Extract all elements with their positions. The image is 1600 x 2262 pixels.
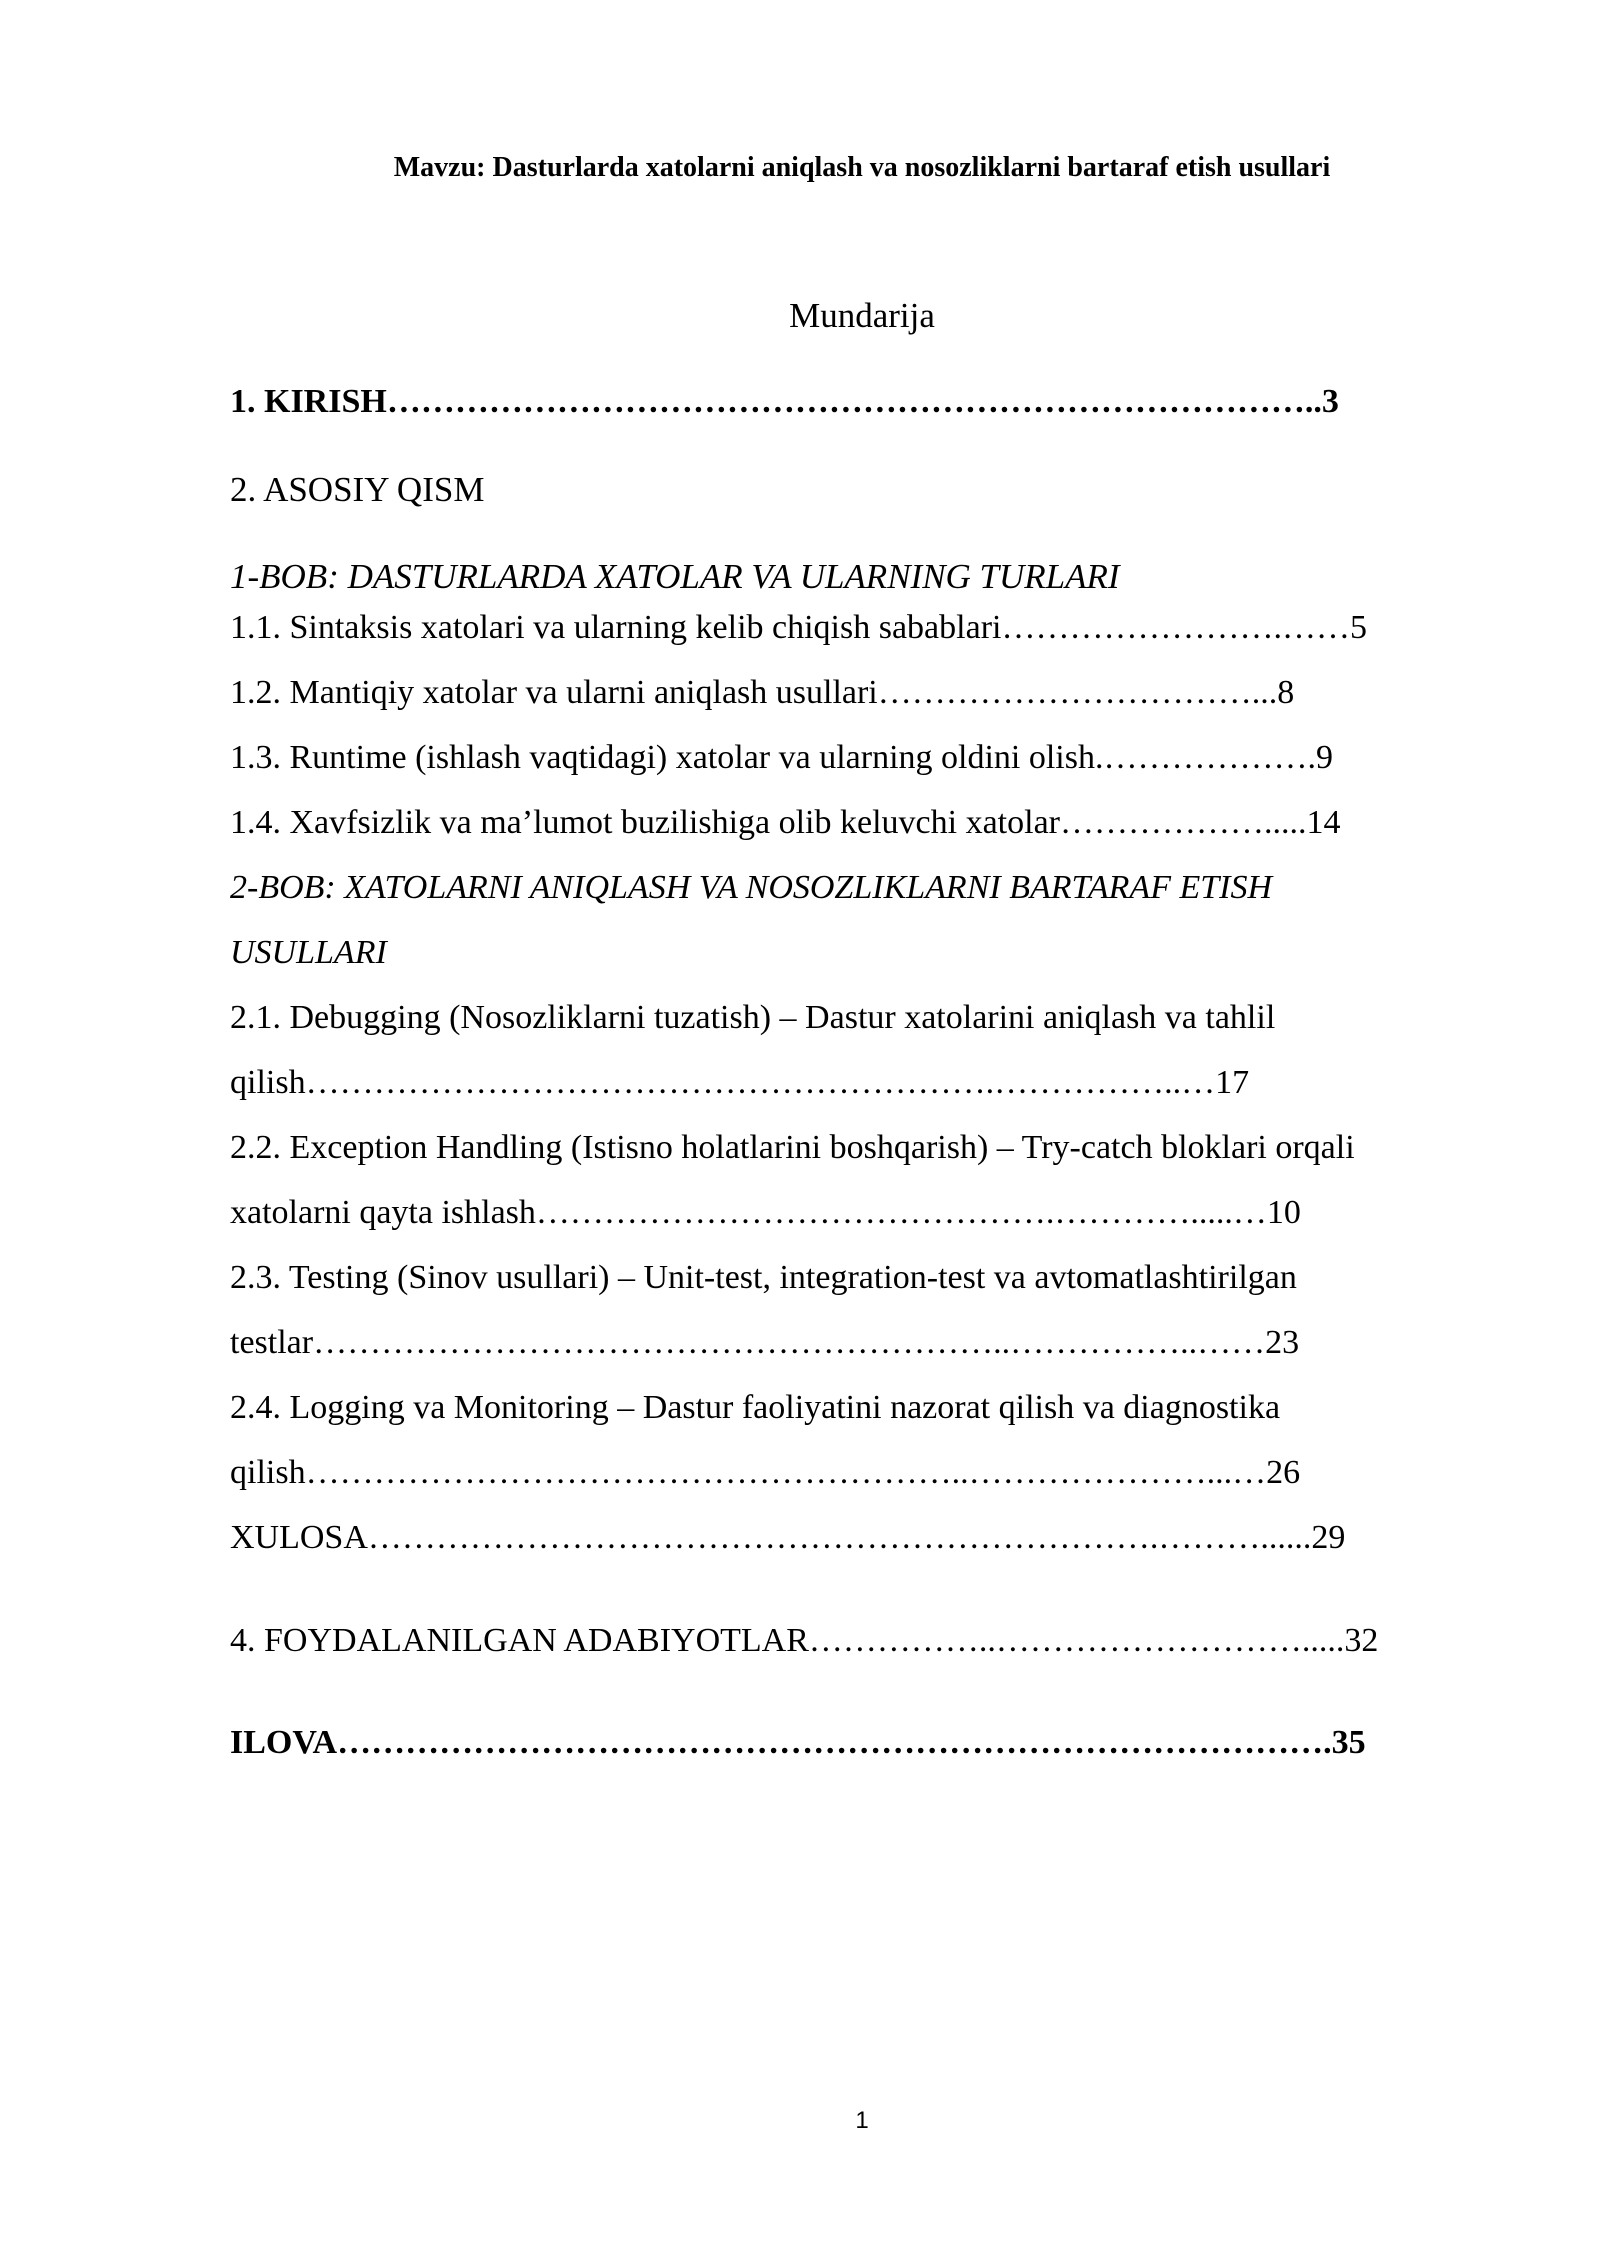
toc-entry-2-3-continued: testlar……………………………………………………..……………..……23 xyxy=(230,1324,1300,1361)
toc-entry-xulosa: XULOSA…………………………………………………………….………......29 xyxy=(230,1519,1346,1556)
toc-entry-2-4: 2.4. Logging va Monitoring – Dastur faoliyatini nazorat qilish va diagnostika xyxy=(230,1389,1281,1426)
toc-entry-1-1: 1.1. Sintaksis xatolari va ularning kelib chiqish sabablari…………………….……5 xyxy=(230,609,1367,646)
toc-entry-1-4: 1.4. Xavfsizlik va ma’lumot buzilishiga olib keluvchi xatolar……………….....14 xyxy=(230,804,1341,841)
toc-entry-asosiy-qism: 2. ASOSIY QISM xyxy=(230,470,485,509)
page-number: 1 xyxy=(855,2107,869,2134)
toc-entry-2-2: 2.2. Exception Handling (Istisno holatlarini boshqarish) – Try-catch bloklari orqali xyxy=(230,1129,1355,1166)
toc-entry-2-2-continued: xatolarni qayta ishlash……………………………………….………….....…10 xyxy=(230,1194,1301,1231)
toc-chapter-2-heading-continued: USULLARI xyxy=(230,934,387,971)
toc-entry-ilova: ILOVA…………………………………………………………………………….35 xyxy=(230,1724,1366,1761)
toc-entry-foydalanilgan-adabiyotlar: 4. FOYDALANILGAN ADABIYOTLAR……………..……………………….....32 xyxy=(230,1622,1379,1659)
toc-title: Mundarija xyxy=(789,296,935,335)
toc-entry-2-3: 2.3. Testing (Sinov usullari) – Unit-test, integration-test va avtomatlashtirilgan xyxy=(230,1259,1297,1296)
toc-chapter-2-heading: 2-BOB: XATOLARNI ANIQLASH VA NOSOZLIKLARNI BARTARAF ETISH xyxy=(230,869,1273,906)
toc-entry-2-1: 2.1. Debugging (Nosozliklarni tuzatish) – Dastur xatolarini aniqlash va tahlil xyxy=(230,999,1276,1036)
toc-entry-1-2: 1.2. Mantiqiy xatolar va ularni aniqlash usullari……………………………...8 xyxy=(230,674,1295,711)
subject-heading: Mavzu: Dasturlarda xatolarni aniqlash va nosozliklarni bartaraf etish usullari xyxy=(393,152,1331,183)
toc-entry-kirish: 1. KIRISH………………………………………………………………………..3 xyxy=(230,383,1339,420)
toc-entry-2-1-continued: qilish…………………………………………………….……………..…17 xyxy=(230,1064,1250,1101)
toc-chapter-1-heading: 1-BOB: DASTURLARDA XATOLAR VA ULARNING TURLARI xyxy=(230,557,1120,596)
toc-entry-2-4-continued: qilish…………………………………………………..…………………...…26 xyxy=(230,1454,1301,1491)
toc-entry-1-3: 1.3. Runtime (ishlash vaqtidagi) xatolar va ularning oldini olish.……………….9 xyxy=(230,739,1333,776)
